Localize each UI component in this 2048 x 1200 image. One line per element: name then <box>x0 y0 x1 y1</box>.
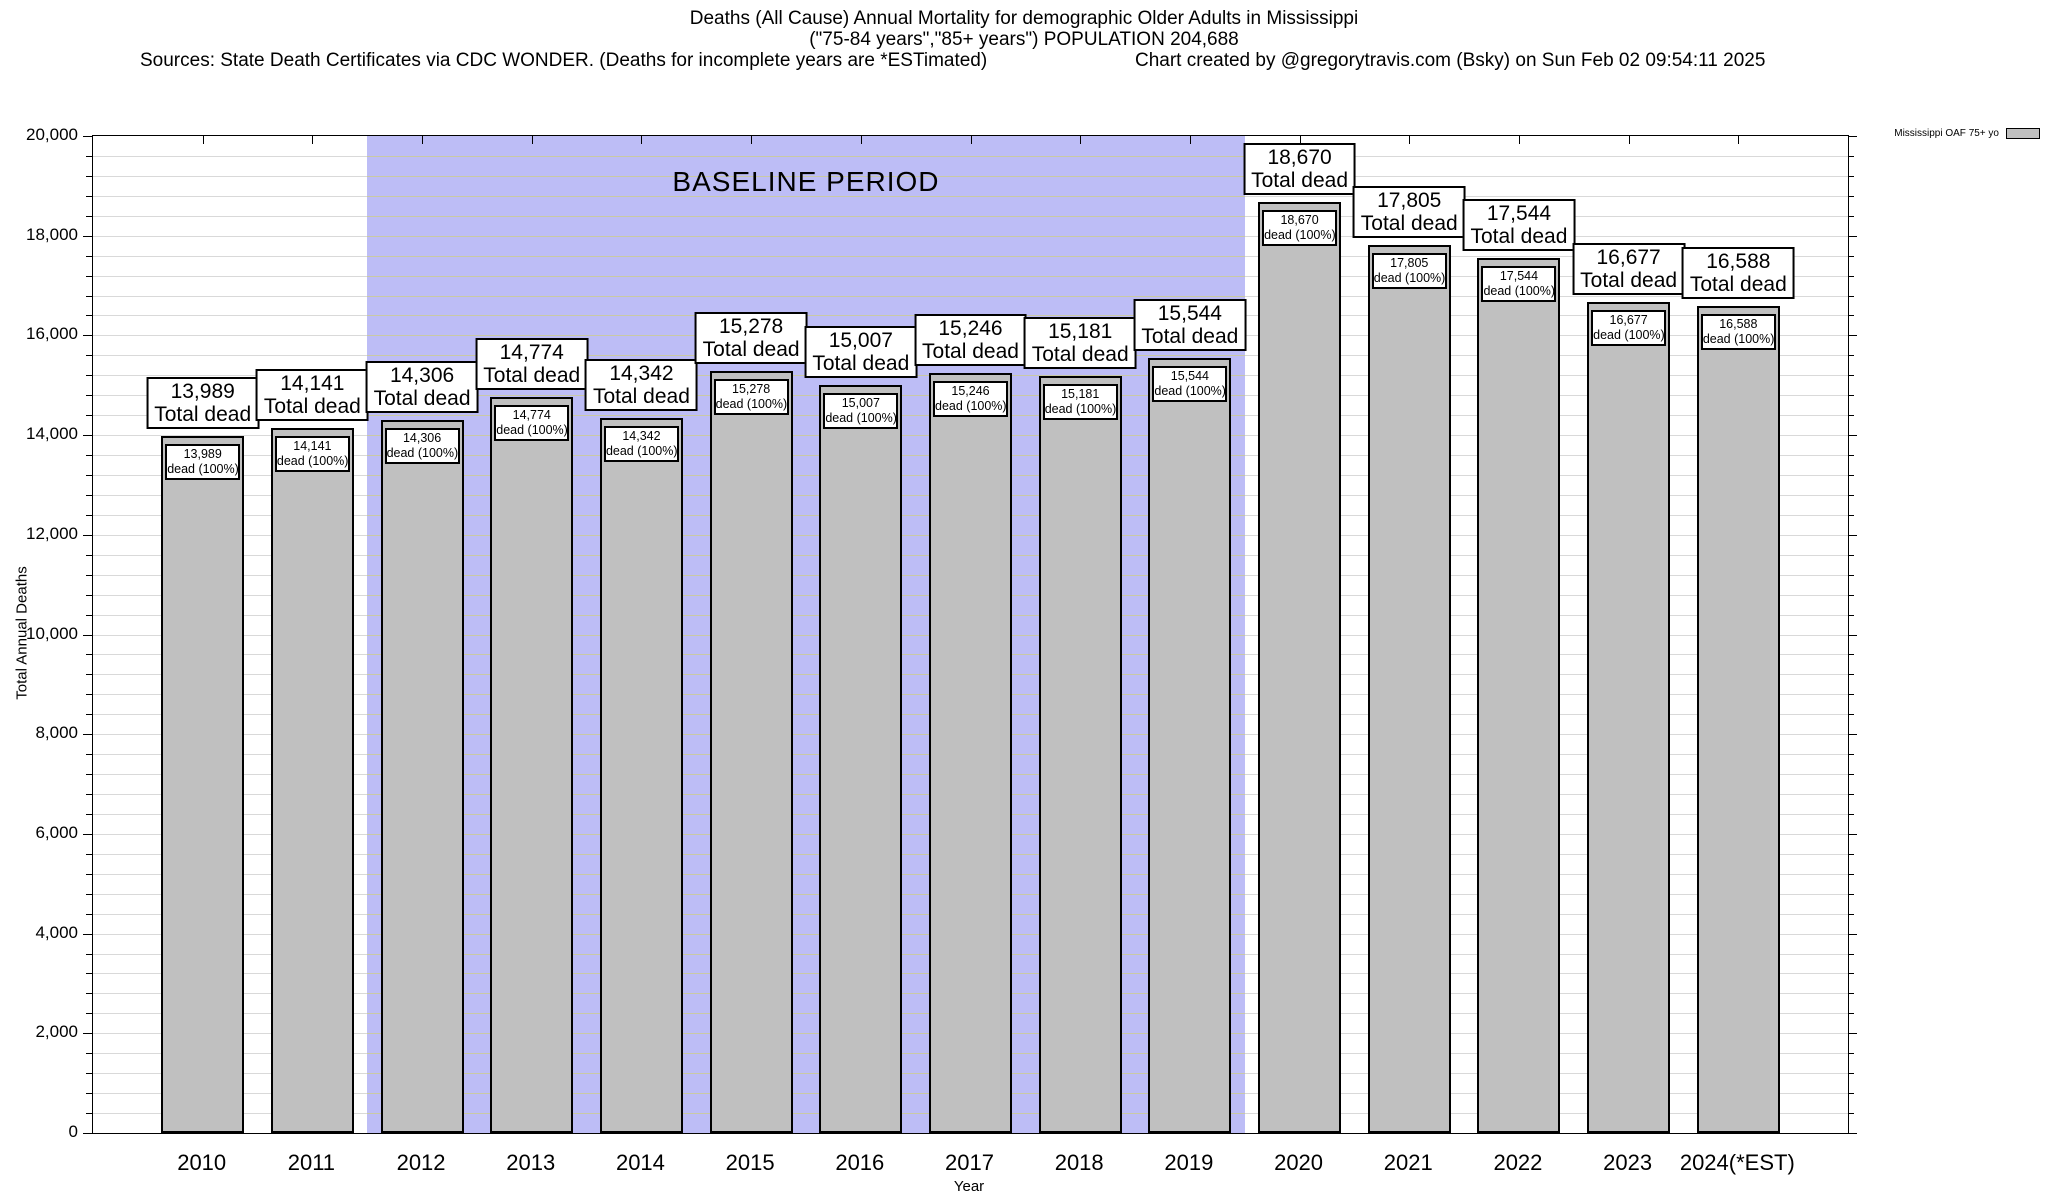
baseline-period-annotation: BASELINE PERIOD <box>672 166 940 197</box>
x-tick-label: 2010 <box>177 1150 227 1175</box>
y-axis-tick <box>86 1113 92 1114</box>
bar-inner-label: 16,677 dead (100%) <box>1591 310 1666 346</box>
y-tick-label: 16,000 <box>26 324 78 344</box>
x-axis-top-tick <box>532 136 533 144</box>
y-axis-tick <box>86 954 92 955</box>
y-axis-tick <box>86 694 92 695</box>
y-axis-tick <box>1848 136 1857 137</box>
y-axis-tick <box>1848 934 1857 935</box>
y-tick-label: 4,000 <box>35 922 78 942</box>
bar-total-label: 15,544 Total dead <box>1133 299 1246 351</box>
y-axis-tick <box>86 914 92 915</box>
bar-total-label: 17,544 Total dead <box>1462 199 1575 251</box>
bar-inner-label: 14,306 dead (100%) <box>385 428 460 464</box>
grid-line-over-band <box>367 216 1245 217</box>
y-axis-tick <box>1848 834 1857 835</box>
bar-inner-label: 18,670 dead (100%) <box>1262 210 1337 246</box>
y-axis-tick <box>1848 854 1854 855</box>
grid-line-over-band <box>367 256 1245 257</box>
x-axis-top-tick <box>861 136 862 144</box>
y-axis-tick <box>86 276 92 277</box>
y-axis-tick <box>1848 794 1854 795</box>
y-axis-tick <box>86 315 92 316</box>
y-tick-label: 18,000 <box>26 224 78 244</box>
legend-bar-swatch-icon <box>2006 128 2040 139</box>
bar-2013 <box>490 397 573 1133</box>
y-axis-tick <box>1848 1013 1854 1014</box>
y-axis-tick <box>1848 216 1854 217</box>
bar-inner-label: 15,278 dead (100%) <box>714 379 789 415</box>
bar-total-label: 15,246 Total dead <box>914 314 1027 366</box>
y-axis-tick <box>86 296 92 297</box>
y-tick-label: 12,000 <box>26 523 78 543</box>
x-axis-top-tick <box>1409 136 1410 144</box>
y-axis-tick <box>86 1053 92 1054</box>
y-axis-tick <box>1848 156 1854 157</box>
y-axis-tick <box>86 754 92 755</box>
y-axis-tick <box>1848 615 1854 616</box>
y-axis-tick <box>1848 495 1854 496</box>
bar-inner-label: 15,544 dead (100%) <box>1152 366 1227 402</box>
y-axis-tick <box>86 375 92 376</box>
y-axis-tick <box>1848 475 1854 476</box>
x-axis-title: Year <box>953 1178 985 1195</box>
bar-total-label: 14,342 Total dead <box>585 359 698 411</box>
y-tick-label: 10,000 <box>26 623 78 643</box>
y-axis-tick <box>1848 335 1857 336</box>
y-axis-tick <box>86 455 92 456</box>
y-axis-tick <box>83 435 92 436</box>
y-axis-tick <box>1848 1133 1857 1134</box>
y-axis-tick <box>1848 754 1854 755</box>
bar-total-label: 14,141 Total dead <box>256 369 369 421</box>
y-axis-tick <box>86 814 92 815</box>
chart-title-line1: Deaths (All Cause) Annual Mortality for demographic Older Adults in Mississippi <box>689 8 1359 29</box>
y-axis-tick <box>1848 1093 1854 1094</box>
y-axis-tick <box>1848 954 1854 955</box>
credit-note: Chart created by @gregorytravis.com (Bsky) on Sun Feb 02 09:54:11 2025 <box>1135 50 1766 71</box>
grid-line-over-band <box>367 296 1245 297</box>
y-tick-label: 6,000 <box>35 822 78 842</box>
y-axis-tick <box>86 256 92 257</box>
y-tick-label: 14,000 <box>26 424 78 444</box>
y-axis-tick <box>86 196 92 197</box>
x-axis-top-tick <box>971 136 972 144</box>
x-axis-top-tick <box>312 136 313 144</box>
y-axis-tick <box>1848 1073 1854 1074</box>
grid-line-over-band <box>367 236 1245 237</box>
y-axis-tick <box>86 794 92 795</box>
bar-inner-label: 17,544 dead (100%) <box>1481 266 1556 302</box>
y-axis-tick <box>1848 315 1854 316</box>
y-axis-tick <box>86 475 92 476</box>
x-tick-label: 2018 <box>1054 1150 1104 1175</box>
grid-line-over-band <box>367 276 1245 277</box>
bar-inner-label: 15,007 dead (100%) <box>823 393 898 429</box>
y-axis-tick <box>83 236 92 237</box>
x-tick-label: 2022 <box>1493 1150 1543 1175</box>
bar-2011 <box>271 428 354 1133</box>
y-axis-tick <box>1848 196 1854 197</box>
y-tick-label: 20,000 <box>26 125 78 144</box>
y-axis-tick <box>1848 1033 1857 1034</box>
x-axis-top-tick <box>1519 136 1520 144</box>
y-axis-tick <box>1848 415 1854 416</box>
bar-inner-label: 14,342 dead (100%) <box>604 426 679 462</box>
y-axis-tick <box>1848 635 1857 636</box>
bar-2021 <box>1368 245 1451 1133</box>
y-axis-tick <box>86 216 92 217</box>
bar-total-label: 13,989 Total dead <box>146 377 259 429</box>
x-tick-label: 2016 <box>835 1150 885 1175</box>
y-axis-tick <box>1848 595 1854 596</box>
y-axis-tick <box>1848 256 1854 257</box>
y-axis-tick <box>86 515 92 516</box>
x-axis-top-tick <box>751 136 752 144</box>
x-tick-label: 2015 <box>725 1150 775 1175</box>
y-axis-tick <box>86 555 92 556</box>
y-axis-tick <box>83 934 92 935</box>
bar-inner-label: 14,141 dead (100%) <box>275 436 350 472</box>
y-axis-tick <box>86 176 92 177</box>
bar-2012 <box>381 420 464 1133</box>
y-tick-label: 0 <box>68 1122 78 1141</box>
y-axis-tick <box>83 335 92 336</box>
plot-area <box>92 135 1849 1134</box>
x-tick-label: 2024(*EST) <box>1679 1150 1795 1175</box>
y-axis-tick <box>1848 894 1854 895</box>
bar-inner-label: 14,774 dead (100%) <box>494 405 569 441</box>
bar-total-label: 14,774 Total dead <box>475 338 588 390</box>
x-tick-label: 2012 <box>396 1150 446 1175</box>
y-axis-tick <box>83 535 92 536</box>
legend-series-label: Mississippi OAF 75+ yo <box>1894 128 1999 139</box>
bar-2023 <box>1587 302 1670 1133</box>
chart-title-line2: ("75-84 years","85+ years") POPULATION 204,688 <box>809 29 1239 50</box>
y-axis-tick <box>83 1133 92 1134</box>
y-axis-tick <box>1848 435 1857 436</box>
y-axis-tick <box>86 595 92 596</box>
y-axis-tick <box>86 415 92 416</box>
y-axis-tick <box>1848 694 1854 695</box>
bar-total-label: 17,805 Total dead <box>1353 186 1466 238</box>
x-axis-top-tick <box>203 136 204 144</box>
y-axis-tick <box>86 355 92 356</box>
bar-total-label: 15,007 Total dead <box>804 326 917 378</box>
y-axis-tick <box>83 734 92 735</box>
y-axis-tick <box>1848 455 1854 456</box>
x-axis-top-tick <box>422 136 423 144</box>
bar-total-label: 15,181 Total dead <box>1024 317 1137 369</box>
y-axis-tick <box>86 674 92 675</box>
y-axis-tick <box>1848 276 1854 277</box>
y-axis-tick <box>1848 814 1854 815</box>
y-axis-tick <box>1848 375 1854 376</box>
bar-2024(*EST) <box>1697 306 1780 1133</box>
y-axis-tick <box>86 993 92 994</box>
x-tick-label: 2013 <box>506 1150 556 1175</box>
bar-2014 <box>600 418 683 1133</box>
y-axis-tick <box>86 874 92 875</box>
bar-2018 <box>1039 376 1122 1133</box>
legend <box>1894 128 2040 139</box>
y-axis-tick <box>1848 874 1854 875</box>
y-axis-tick <box>1848 654 1854 655</box>
x-axis-top-tick <box>1080 136 1081 144</box>
bar-total-label: 14,306 Total dead <box>366 361 479 413</box>
y-axis-tick <box>1848 714 1854 715</box>
y-axis-tick <box>1848 176 1854 177</box>
y-axis-tick <box>1848 674 1854 675</box>
bar-total-label: 16,588 Total dead <box>1682 247 1795 299</box>
bar-2010 <box>161 436 244 1133</box>
y-axis-tick <box>86 495 92 496</box>
y-axis-tick <box>1848 236 1857 237</box>
bar-total-label: 16,677 Total dead <box>1572 243 1685 295</box>
x-tick-label: 2020 <box>1274 1150 1324 1175</box>
y-axis-tick <box>1848 993 1854 994</box>
y-axis-tick <box>86 714 92 715</box>
bar-2017 <box>929 373 1012 1133</box>
x-axis-top-tick <box>641 136 642 144</box>
x-tick-label: 2021 <box>1383 1150 1433 1175</box>
y-axis-tick <box>86 894 92 895</box>
y-axis-tick <box>1848 555 1854 556</box>
x-tick-label: 2023 <box>1603 1150 1653 1175</box>
bar-inner-label: 15,181 dead (100%) <box>1043 384 1118 420</box>
bar-2020 <box>1258 202 1341 1133</box>
y-axis-tick <box>1848 1113 1854 1114</box>
y-axis-tick <box>86 774 92 775</box>
y-axis-tick <box>1848 395 1854 396</box>
y-axis-title: Total Annual Deaths <box>13 566 31 700</box>
y-axis-tick <box>83 635 92 636</box>
bar-2016 <box>819 385 902 1133</box>
y-axis-tick <box>86 1093 92 1094</box>
bar-total-label: 18,670 Total dead <box>1243 143 1356 195</box>
y-axis-tick <box>1848 575 1854 576</box>
y-axis-tick <box>86 654 92 655</box>
y-axis-tick <box>86 395 92 396</box>
y-axis-tick <box>83 834 92 835</box>
y-axis-tick <box>1848 914 1854 915</box>
y-axis-tick <box>1848 973 1854 974</box>
y-axis-tick <box>86 156 92 157</box>
x-tick-label: 2014 <box>615 1150 665 1175</box>
x-tick-label: 2011 <box>287 1150 336 1175</box>
y-tick-label: 2,000 <box>35 1022 78 1042</box>
y-axis-tick <box>83 1033 92 1034</box>
bar-2022 <box>1477 258 1560 1133</box>
x-axis-top-tick <box>1629 136 1630 144</box>
grid-line-over-band <box>367 156 1245 157</box>
bar-2015 <box>710 371 793 1133</box>
x-axis-top-tick <box>1738 136 1739 144</box>
bar-inner-label: 13,989 dead (100%) <box>165 444 240 480</box>
y-axis-tick <box>1848 355 1854 356</box>
y-axis-tick <box>86 973 92 974</box>
bar-2019 <box>1148 358 1231 1133</box>
y-axis-tick <box>1848 296 1854 297</box>
x-axis-top-tick <box>1190 136 1191 144</box>
bar-inner-label: 16,588 dead (100%) <box>1701 314 1776 350</box>
y-axis-tick <box>86 1073 92 1074</box>
y-axis-tick <box>86 1013 92 1014</box>
y-axis-tick <box>83 136 92 137</box>
y-axis-tick <box>1848 1053 1854 1054</box>
x-tick-label: 2019 <box>1164 1150 1214 1175</box>
bar-inner-label: 15,246 dead (100%) <box>933 381 1008 417</box>
y-axis-tick <box>86 854 92 855</box>
y-axis-tick <box>1848 734 1857 735</box>
x-tick-label: 2017 <box>945 1150 994 1175</box>
y-axis-tick <box>86 575 92 576</box>
sources-note: Sources: State Death Certificates via CDC WONDER. (Deaths for incomplete years are *ESTimated) <box>140 50 988 71</box>
bar-inner-label: 17,805 dead (100%) <box>1372 253 1447 289</box>
y-axis-tick <box>1848 535 1857 536</box>
y-axis-tick <box>86 615 92 616</box>
y-axis-tick <box>1848 515 1854 516</box>
bar-total-label: 15,278 Total dead <box>695 312 808 364</box>
y-axis-tick <box>1848 774 1854 775</box>
y-tick-label: 8,000 <box>35 723 78 743</box>
